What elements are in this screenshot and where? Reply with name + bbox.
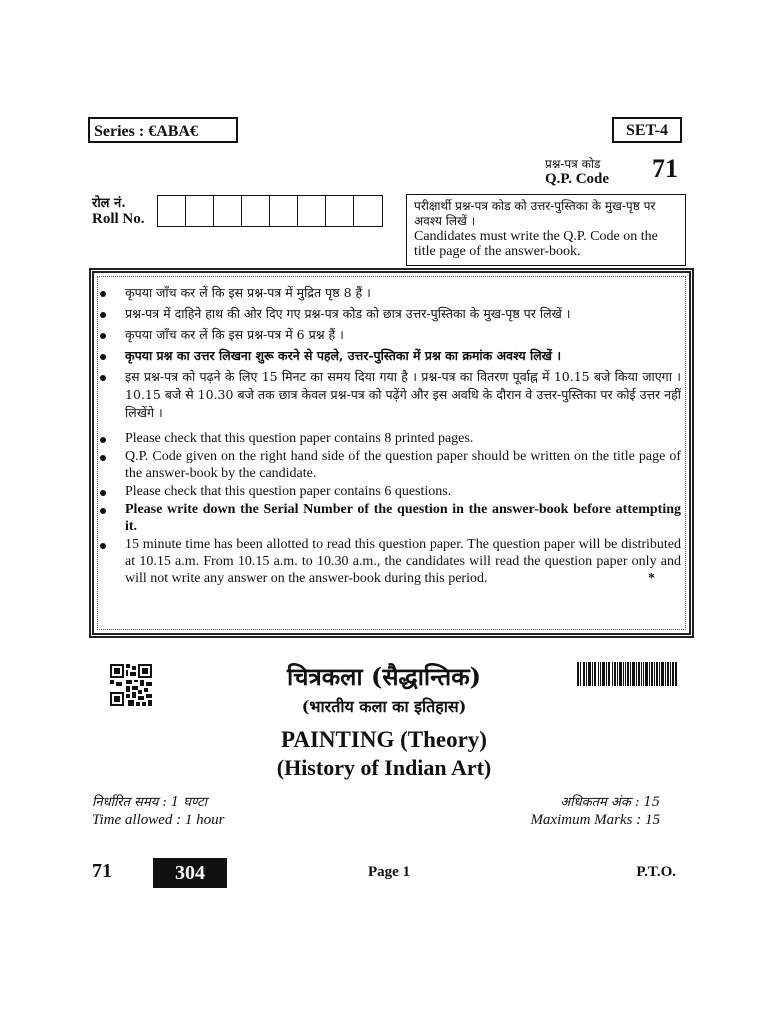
instruction-hi-item: कृपया जाँच कर लें कि इस प्रश्न-पत्र में 6 प्रश्न हैं । <box>99 326 681 344</box>
footer-qp-code: 71 <box>92 860 112 882</box>
subject-title: PAINTING (Theory) <box>281 727 487 752</box>
instructions-english-list <box>99 430 681 587</box>
maximum-marks: Maximum Marks : 15 <box>530 812 660 828</box>
star-mark: * <box>648 571 655 586</box>
roll-box[interactable] <box>242 196 270 226</box>
qp-code-value: 71 <box>652 154 678 183</box>
time-allowed-hindi: निर्धारित समय : 1 घण्टा <box>92 795 207 810</box>
time-allowed: Time allowed : 1 hour <box>92 812 225 828</box>
roll-box[interactable] <box>326 196 354 226</box>
instruction-en-item <box>99 536 681 587</box>
subject-subtitle-hindi: (भारतीय कला का इतिहास) <box>301 697 467 716</box>
roll-box[interactable] <box>354 196 382 226</box>
candidate-note-english: Candidates must write the Q.P. Code on the title page of the answer-book. <box>414 229 658 259</box>
instruction-hi-item: इस प्रश्न-पत्र को पढ़ने के लिए 15 मिनट का समय दिया गया है । प्रश्न-पत्र का वितरण पूर्वाह्न में 10.15 बजे किया जाएगा । 10.15 बजे से 10.30 बजे तक छात्र केवल प्रश्न-पत्र को पढ़ेंगे और इस अवधि के दौरान वे उत्तर-पुस्तिका पर कोई उत्तर नहीं लिखेंगे । <box>99 368 681 422</box>
instruction-hi-item: कृपया प्रश्न का उत्तर लिखना शुरू करने से पहले, उत्तर-पुस्तिका में प्रश्न का क्रमांक अवश्य लिखें । <box>99 347 681 365</box>
pto-label: P.T.O. <box>636 864 676 880</box>
roll-box[interactable] <box>214 196 242 226</box>
instruction-hi-item: कृपया जाँच कर लें कि इस प्रश्न-पत्र में मुद्रित पृष्ठ 8 हैं । <box>99 284 681 302</box>
set-label: SET-4 <box>612 117 682 143</box>
qp-code-label-hindi: प्रश्न-पत्र कोड <box>545 157 601 171</box>
instruction-en-item: Please write down the Serial Number of the question in the answer-book before attempting it. <box>99 501 681 535</box>
candidate-note-box <box>406 194 686 266</box>
instruction-en-text: 15 minute time has been allotted to read this question paper. The question paper will be distributed at 10.15 a.m. From 10.15 a.m. to 10.30 a.m., the candidates will read the question paper only and will not write any answer on the answer-book during this period. <box>125 537 681 586</box>
instructions-hindi-list <box>99 284 681 422</box>
footer-subject-code: 304 <box>153 858 227 888</box>
qp-code-label: Q.P. Code <box>545 171 610 187</box>
instruction-en-item: Please check that this question paper contains 6 questions. <box>99 483 681 500</box>
roll-number-boxes[interactable] <box>157 195 383 227</box>
instructions-block <box>99 284 681 588</box>
instruction-en-item: Please check that this question paper contains 8 printed pages. <box>99 430 681 447</box>
instruction-en-item: Q.P. Code given on the right hand side of the question paper should be written on the title page of the answer-book by the candidate. <box>99 448 681 482</box>
roll-box[interactable] <box>298 196 326 226</box>
roll-box[interactable] <box>270 196 298 226</box>
roll-label: Roll No. <box>92 211 145 227</box>
instruction-hi-item: प्रश्न-पत्र में दाहिने हाथ की ओर दिए गए प्रश्न-पत्र कोड को छात्र उत्तर-पुस्तिका के मुख-पृष्ठ पर लिखें । <box>99 305 681 323</box>
roll-box[interactable] <box>186 196 214 226</box>
candidate-note-hindi: परीक्षार्थी प्रश्न-पत्र कोड को उत्तर-पुस्तिका के मुख-पृष्ठ पर अवश्य लिखें । <box>414 199 656 228</box>
maximum-marks-hindi: अधिकतम अंक : 15 <box>560 795 660 810</box>
subject-title-hindi: चित्रकला (सैद्धान्तिक) <box>286 662 482 691</box>
page-number: Page 1 <box>368 864 411 880</box>
subject-subtitle: (History of Indian Art) <box>276 755 492 780</box>
roll-box[interactable] <box>158 196 186 226</box>
roll-label-hindi: रोल नं. <box>92 196 126 211</box>
series-label: Series : €ABA€ <box>88 117 238 143</box>
